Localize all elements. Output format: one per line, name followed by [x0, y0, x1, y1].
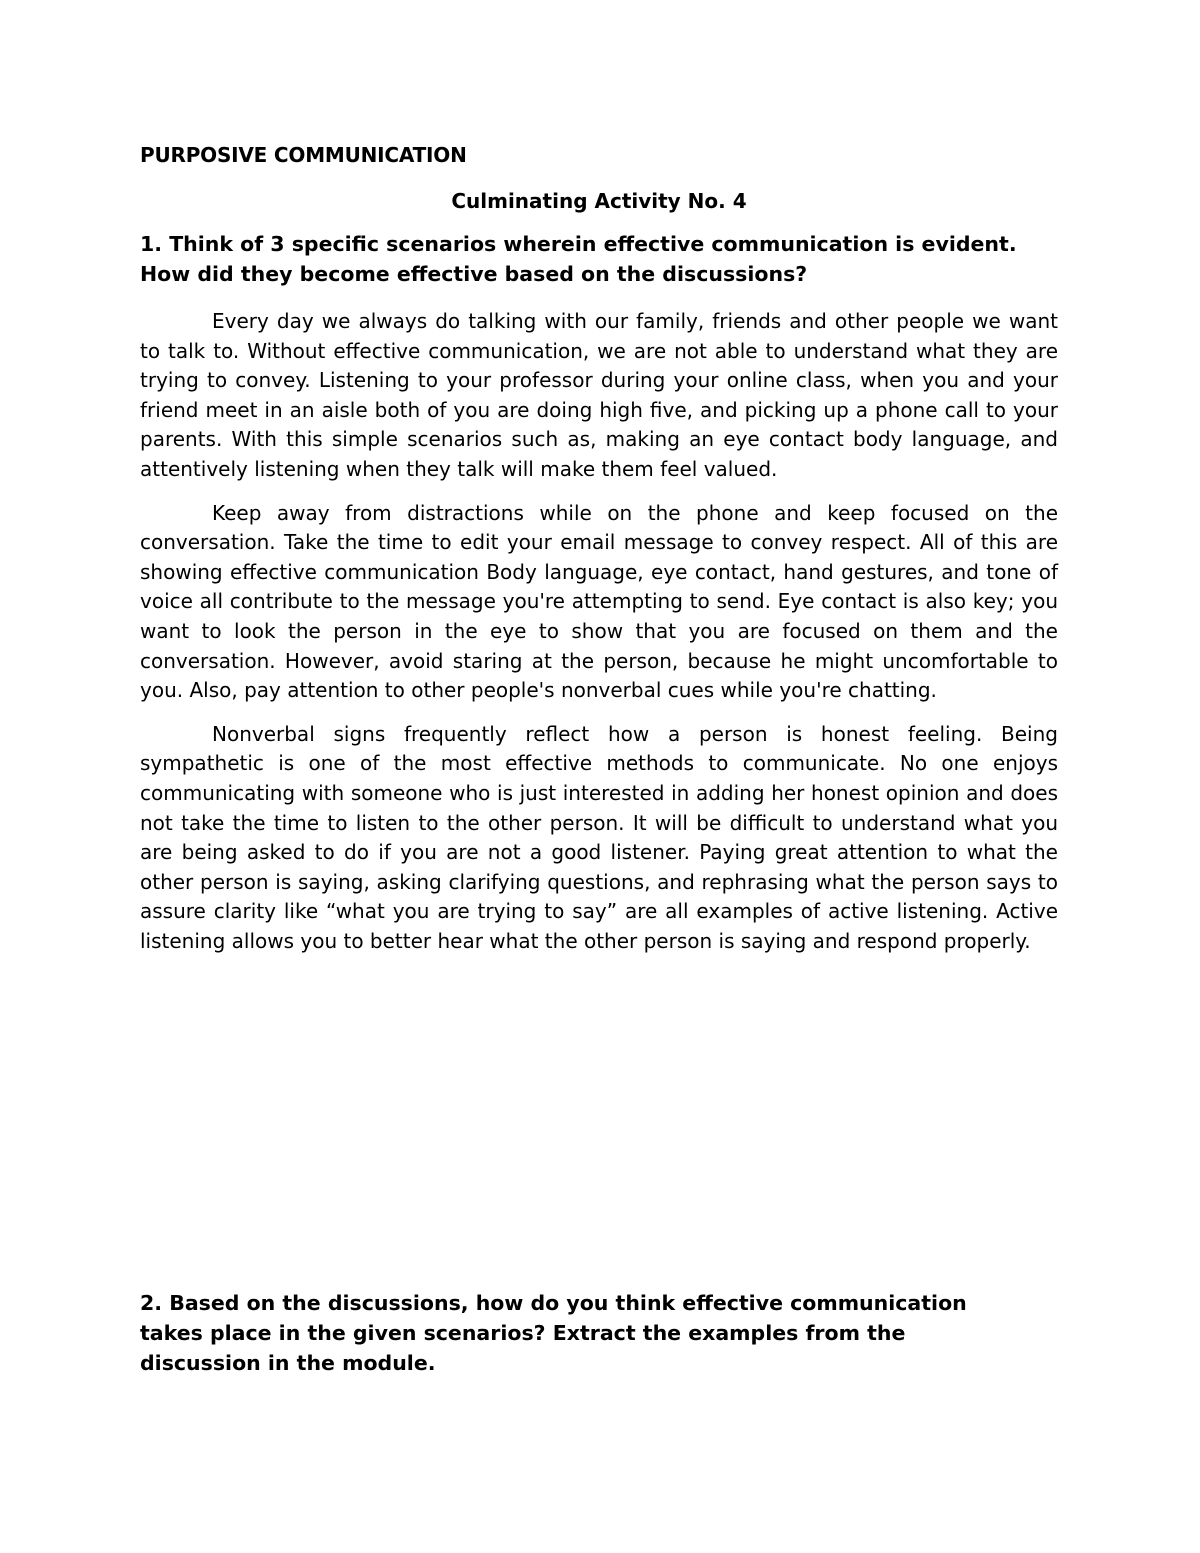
answer-paragraph-3: Nonverbal signs frequently reflect how a person is honest feeling. Being sympathetic is one of the most effective methods to communicate. No one enjoys communicating with someone who is just interested in adding her honest opinion and does not take the time to listen to the other person. It will be difficult to understand what you are being asked to do if you are not a good listener. Paying great attention to what the other person is saying, asking clarifying questions, and rephrasing what the person says to assure clarity like “what you are trying to say” are all examples of active listening. Active listening allows you to better hear what the other person is saying and respond properly.: [140, 721, 1058, 953]
document-body: [140, 140, 1058, 956]
answer-paragraph-1: Every day we always do talking with our family, friends and other people we want to talk to. Without effective communication, we are not able to understand what they are trying to convey. Listening to your professor during your online class, when you and your friend meet in an aisle both of you are doing high five, and picking up a phone call to your parents. With this simple scenarios such as, making an eye contact body language, and attentively listening when they talk will make them feel valued.: [140, 309, 1058, 481]
document-title: PURPOSIVE COMMUNICATION: [140, 143, 467, 167]
activity-heading: Culminating Activity No. 4: [451, 189, 747, 213]
question-2: 2. Based on the discussions, how do you think effective communication takes place in the given scenarios? Extract the examples from the discussion in the module.: [140, 1291, 967, 1375]
question-1: 1. Think of 3 specific scenarios wherein effective communication is evident. How did they become effective based on the discussions?: [140, 232, 1017, 286]
answer-paragraph-2: Keep away from distractions while on the phone and keep focused on the conversation. Take the time to edit your email message to convey respect. All of this are showing effective communication Body language, eye contact, hand gestures, and tone of voice all contribute to the message you're attempting to send. Eye contact is also key; you want to look the person in the eye to show that you are focused on them and the conversation. However, avoid staring at the person, because he might uncomfortable to you. Also, pay attention to other people's nonverbal cues while you're chatting.: [140, 500, 1058, 703]
